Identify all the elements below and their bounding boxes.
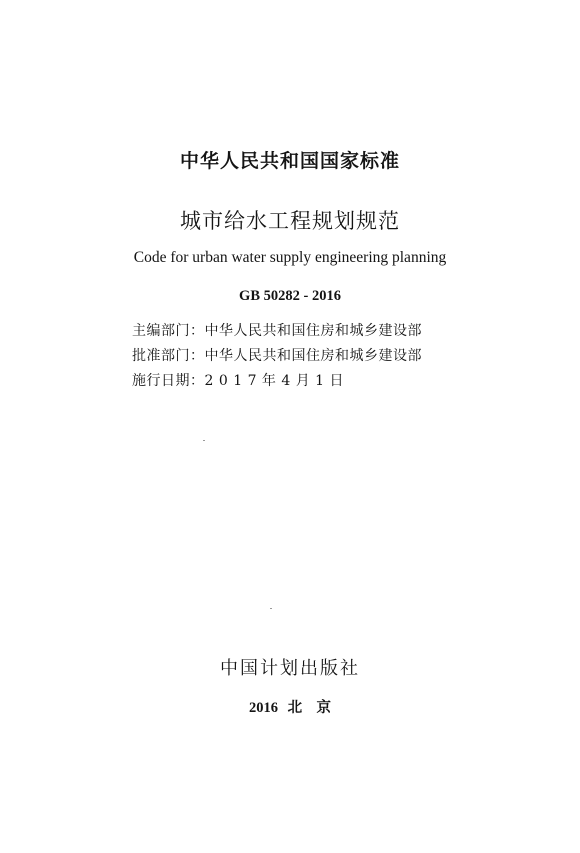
publisher-name: 中国计划出版社 (220, 658, 360, 679)
scan-speck (203, 440, 205, 441)
effective-date: 施行日期：2 0 1 7 年 4 月 1 日 (132, 373, 345, 389)
document-title-english: Code for urban water supply engineering planning (133, 249, 447, 266)
standard-type-heading: 中华人民共和国国家标准 (179, 150, 400, 172)
publication-year-place: 2016 北 京 (248, 700, 332, 716)
standard-number: GB 50282 - 2016 (239, 288, 341, 304)
scan-speck (270, 608, 272, 609)
editor-department: 主编部门：中华人民共和国住房和城乡建设部 (132, 323, 422, 339)
document-title-chinese: 城市给水工程规划规范 (180, 209, 400, 233)
approver-department: 批准部门：中华人民共和国住房和城乡建设部 (132, 348, 422, 364)
